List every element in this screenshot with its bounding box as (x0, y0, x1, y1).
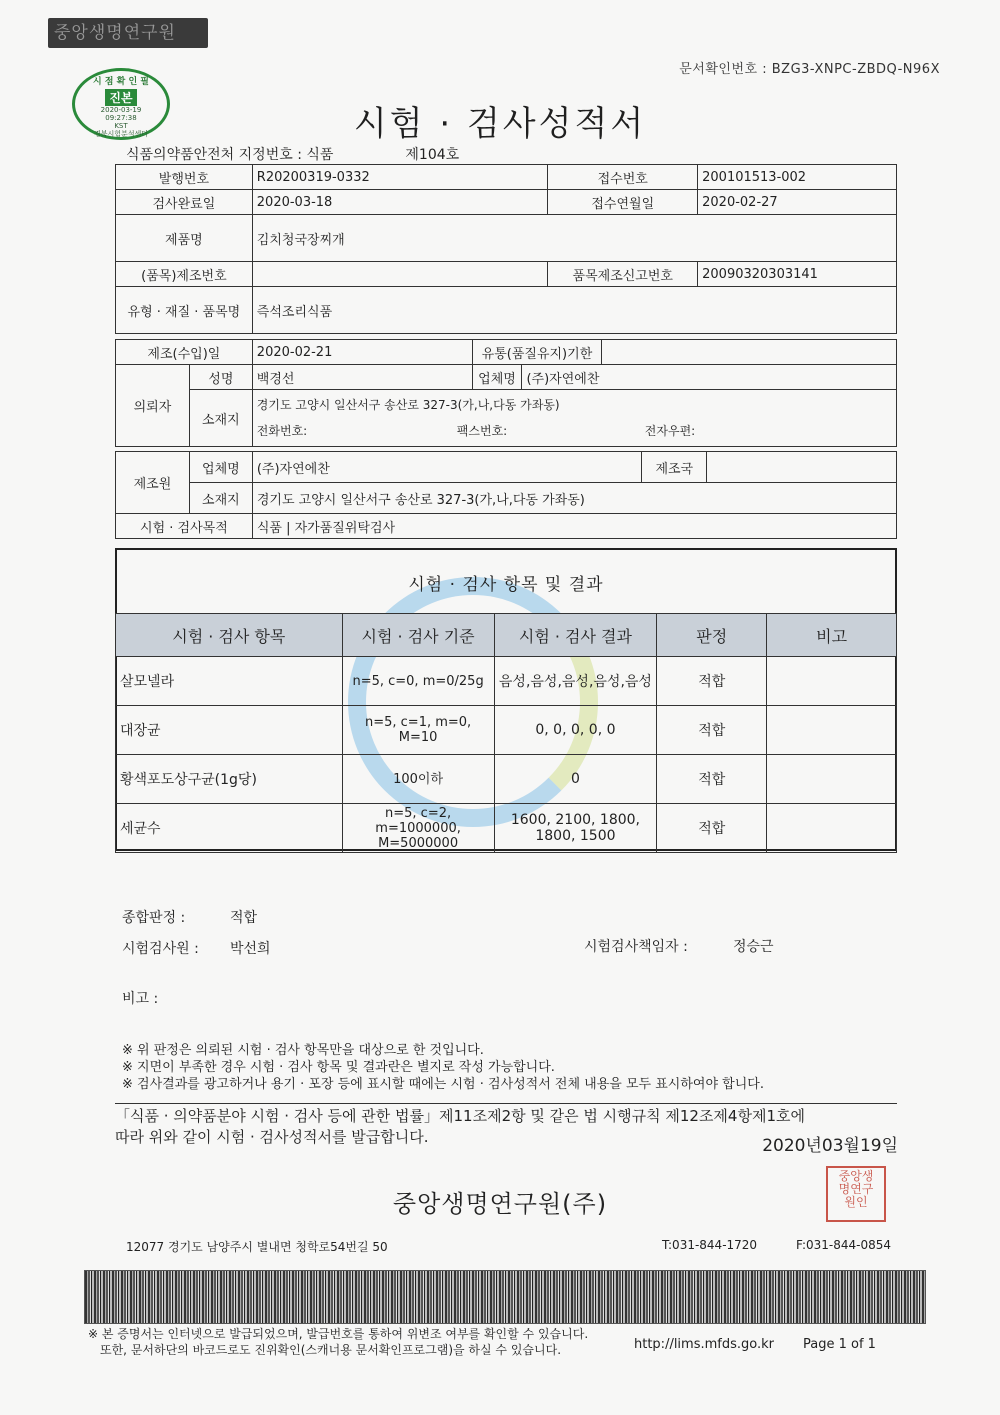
organization-name: 중앙생명연구원(주) (392, 1190, 608, 1218)
footer-address: 12077 경기도 남양주시 별내면 청학로54번길 50 (126, 1240, 388, 1254)
row-item: 대장균 (116, 706, 343, 755)
seal-bottom: 경북시험분석센터 (93, 130, 149, 138)
row-item: 황색포도상구균(1g당) (116, 755, 343, 804)
row-note (767, 804, 897, 853)
remarks-label: 비고 : (122, 991, 159, 1007)
row-verdict: 적합 (657, 706, 767, 755)
expiry (602, 340, 897, 365)
seal-time: 09:27:38 (105, 114, 137, 122)
client-company-label: 업체명 (472, 365, 522, 390)
note-line: ※ 검사결과를 광고하거나 용기 · 포장 등에 표시할 때에는 시험 · 검사성적서 전체 내용을 모두 표시하여야 합니다. (122, 1077, 764, 1092)
legal-line: 「식품 · 의약품분야 시험 · 검사 등에 관한 법률」제11조제2항 및 같은 법 시행규칙 제12조제4항제1호에 (115, 1107, 805, 1125)
manager-name: 정승근 (733, 939, 774, 955)
fax-label: 팩스번호: (456, 424, 508, 438)
row-standard: n=5, c=2, m=1000000, M=5000000 (342, 804, 494, 853)
footer-url[interactable]: http://lims.mfds.go.kr (634, 1337, 774, 1352)
tester-name: 박선희 (230, 941, 271, 957)
row-result: 0 (494, 755, 657, 804)
client-contacts (257, 418, 892, 444)
note-line: ※ 지면이 부족한 경우 시험 · 검사 항목 및 결과란은 별지로 작성 가능합니다. (122, 1060, 555, 1075)
mfg-no (252, 262, 548, 287)
header-standard: 시험 · 검사 기준 (342, 614, 494, 657)
info-table-2 (115, 339, 897, 447)
notes (122, 1042, 764, 1093)
maker-company: (주)자연에찬 (252, 452, 641, 483)
info-table-3 (115, 451, 897, 539)
official-stamp: 중앙생 명연구 원인 (826, 1166, 886, 1222)
header-result: 시험 · 검사 결과 (494, 614, 657, 657)
row-verdict: 적합 (657, 804, 767, 853)
mfg-date-label: 제조(수입)일 (116, 340, 253, 365)
note-line: ※ 위 판정은 의뢰된 시험 · 검사 항목만을 대상으로 한 것입니다. (122, 1043, 484, 1058)
country-label: 제조국 (642, 452, 707, 483)
footer-fax: F:031-844-0854 (796, 1238, 892, 1252)
manager-label: 시험검사책임자 : (584, 939, 688, 955)
page-title: 시험 · 검사성적서 (353, 104, 647, 144)
issue-no: R20200319-0332 (252, 165, 548, 190)
overall-label: 종합판정 : (122, 910, 186, 926)
doc-confirm-number: 문서확인번호 : BZG3-XNPC-ZBDQ-N96X (679, 62, 940, 77)
verification-barcode (84, 1270, 926, 1324)
row-item: 세균수 (116, 804, 343, 853)
table-row (116, 657, 897, 706)
header-item: 시험 · 검사 항목 (116, 614, 343, 657)
header-verdict: 판정 (657, 614, 767, 657)
type-value: 즉석조리식품 (252, 287, 896, 334)
designation (126, 144, 459, 164)
email-label: 전자우편: (644, 424, 696, 438)
row-note (767, 657, 897, 706)
maker-label: 제조원 (116, 452, 190, 514)
purpose-label: 시험 · 검사목적 (116, 514, 253, 539)
tester-label: 시험검사원 : (122, 941, 199, 957)
maker-company-label: 업체명 (189, 452, 252, 483)
row-note (767, 706, 897, 755)
row-verdict: 적합 (657, 657, 767, 706)
top-banner: 중앙생명연구원 (48, 18, 208, 48)
designation-text: 식품의약품안전처 지정번호 : 식품 (126, 147, 334, 163)
complete-label: 검사완료일 (116, 190, 253, 215)
country (707, 452, 897, 483)
mfg-date: 2020-02-21 (252, 340, 472, 365)
footer-notes (88, 1326, 588, 1358)
client-name: 백경선 (252, 365, 472, 390)
row-result: 1600, 2100, 1800, 1800, 1500 (494, 804, 657, 853)
client-label: 의뢰자 (116, 365, 190, 447)
page-number: Page 1 of 1 (803, 1337, 876, 1352)
expiry-label: 유통(품질유지)기한 (472, 340, 602, 365)
receipt-date-label: 접수연월일 (548, 190, 698, 215)
maker-address-label: 소재지 (189, 483, 252, 514)
footer-tel: T:031-844-1720 (662, 1238, 758, 1252)
product-label: 제품명 (116, 215, 253, 262)
product-name: 김치청국장찌개 (252, 215, 896, 262)
table-row (116, 706, 897, 755)
seal-arc-text: 시 점 확 인 필 (92, 77, 149, 87)
seal-date: 2020-03-19 (100, 106, 142, 114)
results-title: 시험 · 검사 항목 및 결과 (408, 575, 604, 595)
row-note (767, 755, 897, 804)
row-standard: 100이하 (342, 755, 494, 804)
client-company: (주)자연에찬 (522, 365, 897, 390)
purpose: 식품 | 자가품질위탁검사 (252, 514, 896, 539)
seal-label: 진본 (105, 89, 136, 106)
report-no-label: 품목제조신고번호 (548, 262, 698, 287)
type-label: 유형 · 재질 · 품목명 (116, 287, 253, 334)
legal-line: 따라 위와 같이 시험 · 검사성적서를 발급합니다. (115, 1128, 429, 1146)
issue-date: 2020년03월19일 (762, 1136, 898, 1156)
footer-note: 또한, 문서하단의 바코드로도 진위확인(스캐너용 문서확인프로그램)을 하실 수 있습니다. (100, 1343, 562, 1357)
row-result: 0, 0, 0, 0, 0 (494, 706, 657, 755)
row-item: 살모넬라 (116, 657, 343, 706)
client-address-cell (252, 390, 896, 447)
mfg-no-label: (품목)제조번호 (116, 262, 253, 287)
footer-note: ※ 본 증명서는 인터넷으로 발급되었으며, 발급번호를 통하여 위변조 여부를 확인할 수 있습니다. (88, 1327, 589, 1341)
table-row (116, 755, 897, 804)
designation-number: 제104호 (405, 147, 460, 163)
row-result: 음성,음성,음성,음성,음성 (494, 657, 657, 706)
maker-address: 경기도 고양시 일산서구 송산로 327-3(가,나,다동 가좌동) (252, 483, 896, 514)
info-table (115, 164, 897, 334)
issue-no-label: 발행번호 (116, 165, 253, 190)
client-address: 경기도 고양시 일산서구 송산로 327-3(가,나,다동 가좌동) (256, 398, 560, 412)
overall-verdict: 적합 (230, 910, 258, 926)
phone-label: 전화번호: (256, 424, 308, 438)
row-verdict: 적합 (657, 755, 767, 804)
seal-code: KST (114, 122, 128, 130)
report-no: 20090320303141 (698, 262, 897, 287)
receipt-no-label: 접수번호 (548, 165, 698, 190)
receipt-date: 2020-02-27 (698, 190, 897, 215)
receipt-no: 200101513-002 (698, 165, 897, 190)
complete-date: 2020-03-18 (252, 190, 548, 215)
client-address-label: 소재지 (189, 390, 252, 447)
results-table (115, 613, 897, 853)
table-row (116, 804, 897, 853)
client-name-label: 성명 (189, 365, 252, 390)
row-standard: n=5, c=0, m=0/25g (342, 657, 494, 706)
header-note: 비고 (767, 614, 897, 657)
row-standard: n=5, c=1, m=0, M=10 (342, 706, 494, 755)
